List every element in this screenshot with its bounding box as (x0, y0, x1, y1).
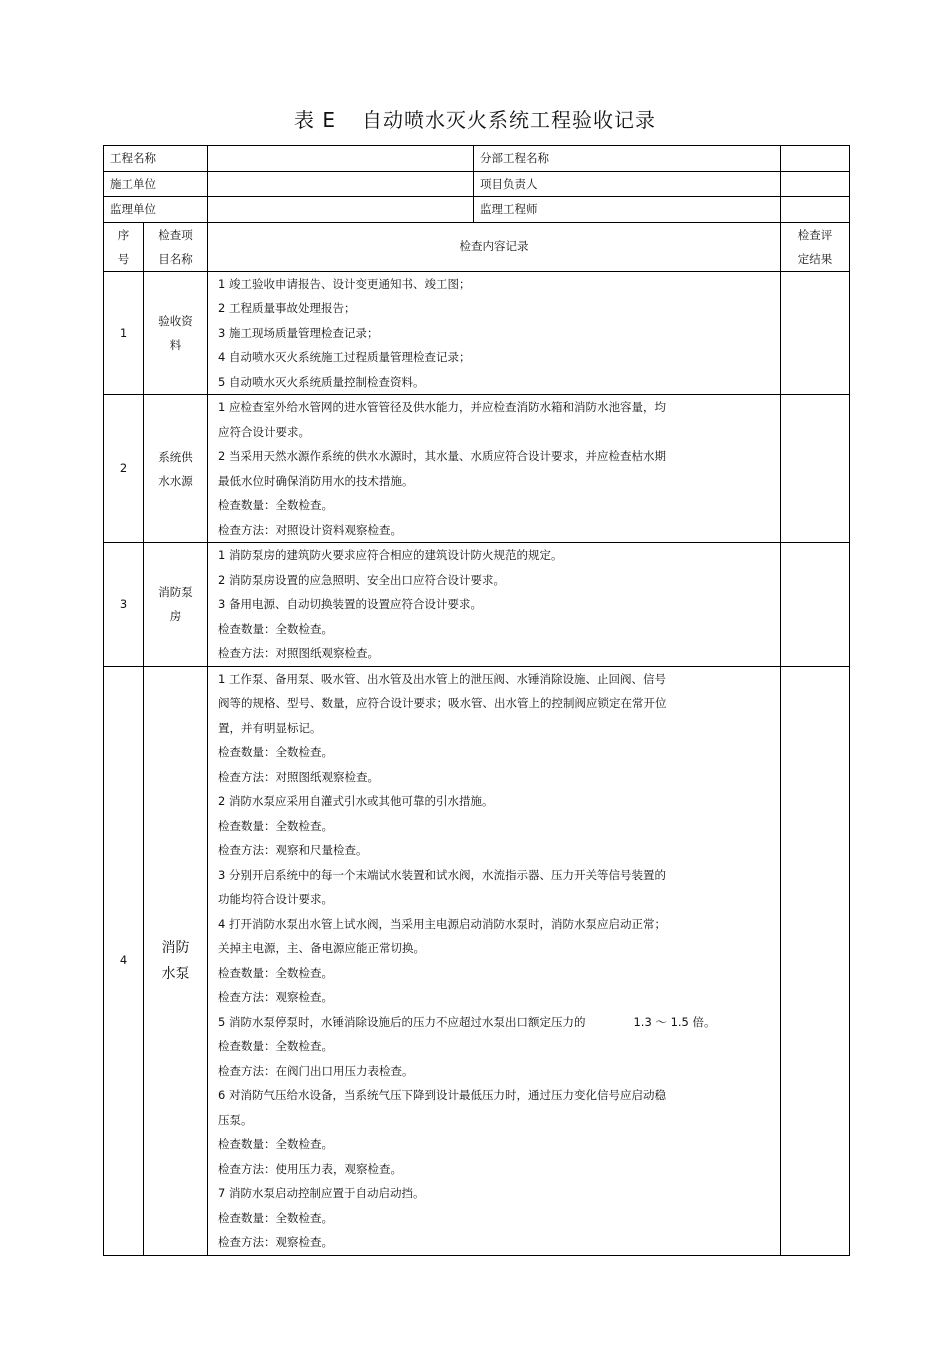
content-line: 5 自动喷水灭火系统质量控制检查资料。 (218, 374, 425, 389)
content-line: 检查方法：观察检查。 (218, 1235, 333, 1249)
content-line: 3 施工现场质量管理检查记录； (218, 325, 379, 340)
content-line: 7 消防水泵启动控制应置于自动启动挡。 (218, 1186, 425, 1200)
content-line: 检查数量：全数检查。 (218, 1137, 333, 1151)
content-line: 置，并有明显标记。 (218, 720, 322, 735)
page-title (0, 104, 950, 133)
acceptance-record-table (103, 145, 850, 1256)
content-line: 2 消防泵房设置的应急照明、安全出口应符合设计要求。 (218, 572, 505, 587)
row-item-name: 消防泵 房 (144, 543, 208, 667)
header-seq: 序 号 (104, 222, 144, 271)
value-project-name[interactable] (208, 146, 474, 172)
header-result: 检查评 定结果 (781, 222, 850, 271)
value-subproject-name[interactable] (781, 146, 850, 172)
header-content: 检查内容记录 (208, 222, 781, 271)
content-line: 应符合设计要求。 (218, 424, 310, 439)
content-line: 检查数量：全数检查。 (218, 1039, 333, 1053)
content-line: 功能均符合设计要求。 (218, 892, 333, 906)
row-item-name: 验收资 料 (144, 271, 208, 395)
content-line: 检查方法：在阀门出口用压力表检查。 (218, 1063, 414, 1078)
content-line: 检查数量：全数检查。 (218, 965, 333, 980)
row-item-name: 系统供 水水源 (144, 395, 208, 543)
row-result[interactable] (781, 666, 850, 1255)
content-line: 检查数量：全数检查。 (218, 818, 333, 833)
content-line: 2 当采用天然水源作系统的供水水源时，其水量、水质应符合设计要求，并应检查枯水期 (218, 449, 666, 463)
table-row (104, 666, 850, 1255)
value-project-manager[interactable] (781, 171, 850, 197)
content-line: 2 消防水泵应采用自灌式引水或其他可靠的引水措施。 (218, 794, 494, 808)
row-seq: 1 (104, 271, 144, 395)
info-row (104, 146, 850, 172)
content-line: 4 自动喷水灭火系统施工过程质量管理检查记录； (218, 350, 471, 364)
content-line: 检查方法：对照设计资料观察检查。 (218, 522, 402, 537)
content-line: 最低水位时确保消防用水的技术措施。 (218, 473, 414, 488)
label-subproject-name: 分部工程名称 (474, 146, 781, 172)
title-text: 自动喷水灭火系统工程验收记录 (362, 108, 656, 132)
content-line: 检查方法：对照图纸观察检查。 (218, 769, 379, 784)
content-line: 检查方法：对照图纸观察检查。 (218, 646, 379, 660)
table-row (104, 271, 850, 395)
content-line: 检查数量：全数检查。 (218, 745, 333, 759)
content-line: 阀等的规格、型号、数量，应符合设计要求；吸水管、出水管上的控制阀应锁定在常开位 (218, 696, 667, 710)
row-result[interactable] (781, 271, 850, 395)
row-result[interactable] (781, 543, 850, 667)
label-supervision-unit: 监理单位 (104, 197, 208, 223)
content-line: 6 对消防气压给水设备，当系统气压下降到设计最低压力时，通过压力变化信号应启动稳 (218, 1088, 666, 1102)
value-supervision-unit[interactable] (208, 197, 474, 223)
content-line: 4 打开消防水泵出水管上试水阀，当采用主电源启动消防水泵时，消防水泵应启动正常； (218, 916, 666, 931)
content-line: 3 分别开启系统中的每一个末端试水装置和试水阀，水流指示器、压力开关等信号装置的 (218, 867, 666, 882)
label-project-manager: 项目负责人 (474, 171, 781, 197)
row-seq: 4 (104, 666, 144, 1255)
label-construction-unit: 施工单位 (104, 171, 208, 197)
value-supervising-engineer[interactable] (781, 197, 850, 223)
table-row (104, 543, 850, 667)
value-construction-unit[interactable] (208, 171, 474, 197)
label-project-name: 工程名称 (104, 146, 208, 172)
row-item-name: 消防 水泵 (144, 666, 208, 1255)
header-item-name: 检查项 目名称 (144, 222, 208, 271)
row-content (208, 666, 781, 1255)
row-content (208, 271, 781, 395)
content-line: 检查数量：全数检查。 (218, 1210, 333, 1225)
title-prefix: 表 E (294, 108, 336, 132)
content-line-text: 5 消防水泵停泵时，水锤消除设施后的压力不应超过水泵出口额定压力的 (218, 1014, 586, 1029)
content-line: 关掉主电源，主、备电源应能正常切换。 (218, 941, 425, 955)
header-row (104, 222, 850, 271)
content-line: 检查数量：全数检查。 (218, 621, 333, 636)
info-row (104, 171, 850, 197)
row-content (208, 395, 781, 543)
table-row (104, 395, 850, 543)
content-line: 1 应检查室外给水管网的进水管管径及供水能力，并应检查消防水箱和消防水池容量，均 (218, 400, 666, 414)
pressure-ratio: 1.3 ～ 1.5 倍。 (633, 1014, 716, 1029)
content-line: 3 备用电源、自动切换装置的设置应符合设计要求。 (218, 597, 482, 611)
content-line: 检查方法：观察检查。 (218, 990, 333, 1004)
row-content (208, 543, 781, 667)
content-line: 检查方法：使用压力表，观察检查。 (218, 1161, 402, 1176)
row-seq: 3 (104, 543, 144, 667)
info-row (104, 197, 850, 223)
label-supervising-engineer: 监理工程师 (474, 197, 781, 223)
content-line: 检查方法：观察和尺量检查。 (218, 843, 368, 857)
content-line: 1 竣工验收申请报告、设计变更通知书、竣工图； (218, 276, 471, 291)
content-line: 1 工作泵、备用泵、吸水管、出水管及出水管上的泄压阀、水锤消除设施、止回阀、信号 (218, 671, 666, 686)
content-line: 1 消防泵房的建筑防火要求应符合相应的建筑设计防火规范的规定。 (218, 548, 563, 562)
row-seq: 2 (104, 395, 144, 543)
content-line: 压泵。 (218, 1112, 253, 1127)
content-line: 2 工程质量事故处理报告； (218, 301, 356, 315)
content-line (218, 1010, 774, 1035)
content-line: 检查数量：全数检查。 (218, 498, 333, 512)
row-result[interactable] (781, 395, 850, 543)
